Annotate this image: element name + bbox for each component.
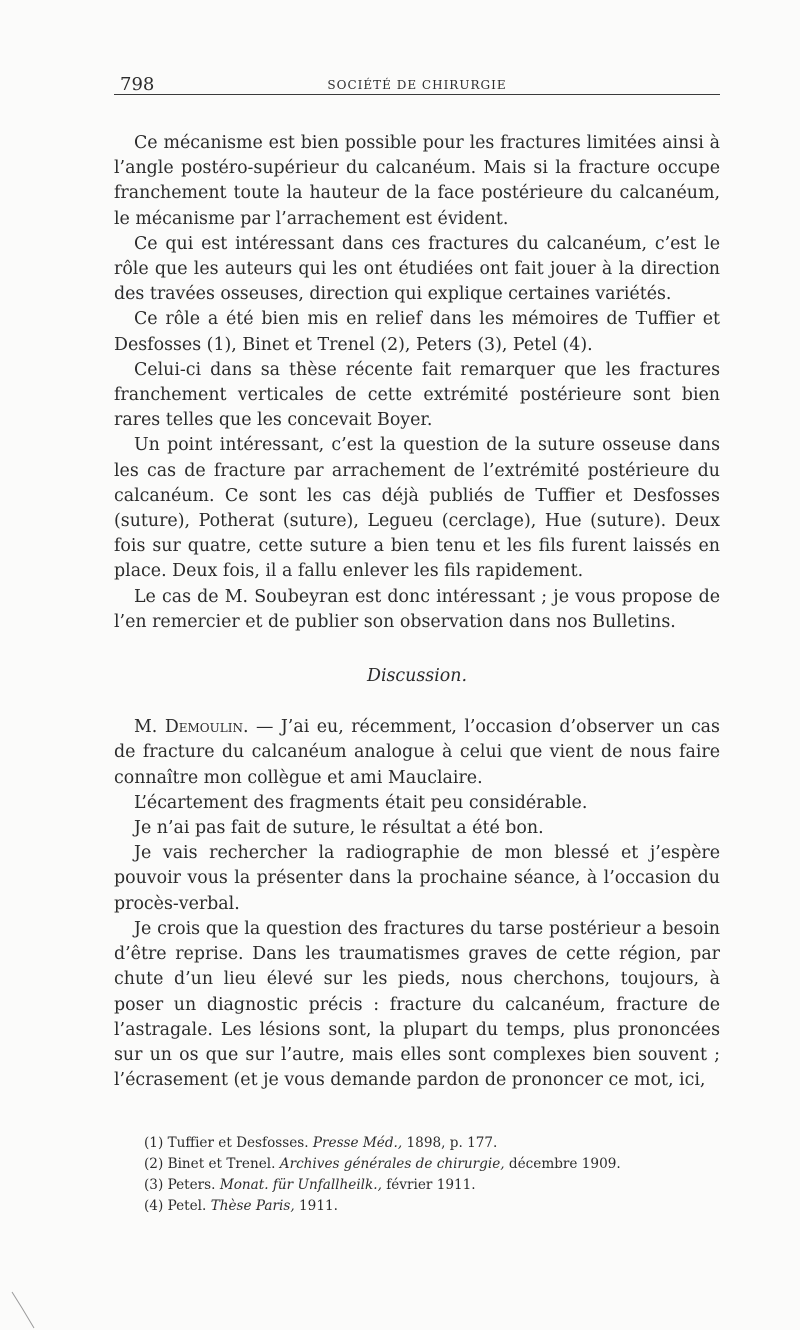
discussion-paragraph: Je crois que la question des fractures du tarse postérieur a besoin d’être reprise. Dans les traumatismes graves de cette région, par chute d’un lieu élevé sur les pieds, nous cherchons, toujours, à poser un diagnostic précis : fracture du calcanéum, fracture de l’astragale. Les lésions sont, la plupart du temps, plus prononcées sur un os que sur l’autre, mais elles sont complexes bien souvent ; l’écrasement (et je vous demande pardon de prononcer ce mot, ici, bbox=[114, 918, 720, 1091]
paragraph: Le cas de M. Soubeyran est donc intéressant ; je vous propose de l’en remercier et de publier son observation dans nos Bulletins. bbox=[114, 586, 720, 632]
footnote-details: 1898, p. 177. bbox=[406, 1135, 498, 1152]
footnote-source: Monat. für Unfallheilk., bbox=[219, 1176, 382, 1193]
page-header bbox=[114, 64, 720, 95]
paragraph: Celui-ci dans sa thèse récente fait remarquer que les fractures franchement verticales de cette extrémité postérieure sont bien rares telles que les concevait Boyer. bbox=[114, 359, 720, 431]
footnote-number: (4) bbox=[144, 1197, 164, 1214]
footnote bbox=[144, 1175, 720, 1196]
footnote-number: (2) bbox=[144, 1156, 164, 1173]
footnote-details: décembre 1909. bbox=[508, 1156, 621, 1173]
speaker-statement: . — J’ai eu, récemment, l’occasion d’observer un cas de fracture du calcanéum analogue à celui que vient de nous faire connaître mon collègue et ami Mauclaire. bbox=[114, 717, 720, 788]
speaker-prefix: M. bbox=[134, 717, 165, 738]
footnote-source: Thèse Paris, bbox=[210, 1197, 295, 1214]
footnote bbox=[144, 1196, 720, 1217]
page bbox=[114, 64, 720, 1217]
footnote-source: Archives générales de chirurgie, bbox=[279, 1156, 505, 1173]
footnote-author: Peters. bbox=[167, 1176, 216, 1193]
body-text bbox=[114, 131, 720, 1093]
paragraph: Un point intéressant, c’est la question de la suture osseuse dans les cas de fracture par arrachement de l’extrémité postérieure du calcanéum. Ce sont les cas déjà publiés de Tuffier et Desfosses (suture), Potherat (suture), Legueu (cerclage), Hue (suture). Deux fois sur quatre, cette suture a bien tenu et les fils furent laissés en place. Deux fois, il a fallu enlever les fils rapidement. bbox=[114, 435, 720, 582]
footnote-number: (1) bbox=[144, 1135, 164, 1152]
footnote-number: (3) bbox=[144, 1176, 164, 1193]
discussion-paragraph bbox=[114, 715, 720, 791]
speaker-name: Demoulin bbox=[164, 717, 243, 738]
footnote-author: Binet et Trenel. bbox=[167, 1156, 276, 1173]
footnote-author: Petel. bbox=[167, 1197, 207, 1214]
discussion-paragraph: Je vais rechercher la radiographie de mon blessé et j’espère pouvoir vous la présenter dans la prochaine séance, à l’occasion du procès-verbal. bbox=[114, 843, 720, 914]
paragraph: Ce rôle a été bien mis en relief dans les mémoires de Tuffier et Desfosses (1), Binet et Trenel (2), Peters (3), Petel (4). bbox=[114, 309, 720, 355]
discussion-paragraph: L’écartement des fragments était peu considérable. bbox=[134, 792, 588, 813]
page-number: 798 bbox=[120, 74, 155, 95]
footnote-source: Presse Méd., bbox=[312, 1135, 403, 1152]
footnotes bbox=[114, 1133, 720, 1216]
page-corner-mark bbox=[8, 1290, 40, 1330]
footnote bbox=[144, 1154, 720, 1175]
discussion-paragraph: Je n’ai pas fait de suture, le résultat a été bon. bbox=[134, 818, 544, 839]
footnote-author: Tuffier et Desfosses. bbox=[167, 1135, 309, 1152]
discussion-heading: Discussion. bbox=[367, 666, 467, 687]
running-title: SOCIÉTÉ DE CHIRURGIE bbox=[327, 78, 507, 92]
footnote-details: février 1911. bbox=[386, 1176, 476, 1193]
footnote bbox=[144, 1133, 720, 1154]
footnote-details: 1911. bbox=[299, 1197, 338, 1214]
paragraph: Ce mécanisme est bien possible pour les fractures limitées ainsi à l’angle postéro-supérieur du calcanéum. Mais si la fracture occupe franchement toute la hauteur de la face postérieure du calcanéum, le mécanisme par l’arrachement est évident. bbox=[114, 133, 720, 229]
paragraph: Ce qui est intéressant dans ces fractures du calcanéum, c’est le rôle que les auteurs qui les ont étudiées ont fait jouer à la direction des travées osseuses, direction qui explique certaines variétés. bbox=[114, 233, 720, 305]
